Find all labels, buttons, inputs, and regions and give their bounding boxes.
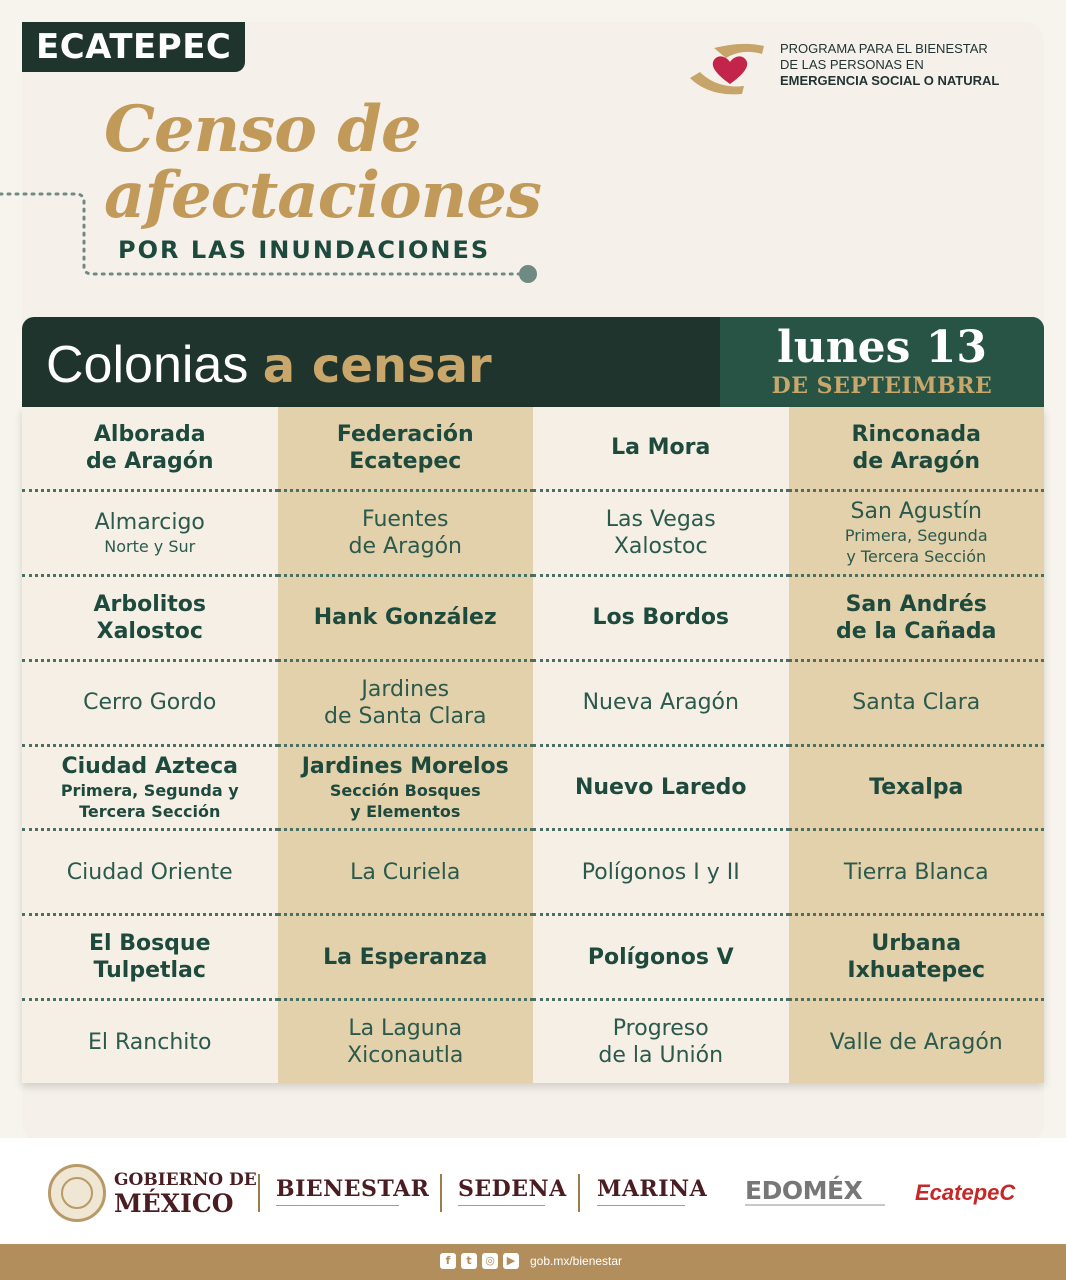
colonia-name: Santa Clara [852,690,981,716]
colonia-cell [22,998,278,1083]
colonia-subtitle: Primera, Segunda y Tercera Sección [60,780,239,821]
colonia-name: San Agustín [850,499,982,525]
colonia-name: Los Bordos [592,605,730,631]
colonia-cell [533,407,789,489]
date-box [720,317,1044,407]
table-title-plain: Colonias [46,336,249,394]
colonia-name: Hank González [313,605,497,631]
agency-name-bienestar: BIENESTAR [276,1176,430,1202]
colonia-cell [789,998,1045,1083]
colonia-name: La Mora [611,435,711,461]
colonia-cell [278,998,534,1083]
colonia-cell [789,489,1045,574]
colonia-name: Ciudad Azteca [61,753,238,779]
website-link[interactable]: gob.mx/bienestar [530,1254,623,1268]
colonia-cell [278,744,534,829]
colonia-name: Polígonos I y II [581,859,740,885]
colonia-name: Nueva Aragón [582,690,739,716]
colonia-cell [533,659,789,744]
instagram-icon[interactable]: ◎ [482,1253,498,1269]
table-title-accent: a censar [262,338,492,394]
colonia-cell [278,407,534,489]
colonia-name: El Ranchito [88,1029,212,1055]
facebook-icon[interactable]: f [440,1253,456,1269]
national-seal-icon [48,1164,106,1222]
program-line-1: PROGRAMA PARA EL BIENESTAR [780,41,988,56]
colonia-name: Tierra Blanca [843,859,989,885]
agency-name-marina: MARINA [597,1176,708,1202]
colonia-cell [533,574,789,659]
colonia-name: Rinconada de Aragón [851,421,981,474]
colonia-cell [789,744,1045,829]
colonia-subtitle: Norte y Sur [104,536,196,556]
gob-line-2: MÉXICO [114,1189,234,1218]
heart-hands-icon [686,38,776,98]
colonia-cell [278,574,534,659]
colonia-subtitle: Sección Bosques y Elementos [329,780,481,821]
footer [0,1138,1066,1244]
grid-column [22,407,278,1083]
sedena-logo [458,1176,567,1209]
program-line-3: EMERGENCIA SOCIAL O NATURAL [780,73,1000,88]
bottom-bar [0,1244,1066,1280]
colonia-name: Cerro Gordo [83,690,217,716]
colonia-name: Valle de Aragón [829,1029,1003,1055]
colonia-name: Polígonos V [587,944,734,970]
colonia-cell [533,998,789,1083]
date-day: lunes 13 [776,322,987,373]
colonia-subtitle: Primera, Segunda y Tercera Sección [844,526,988,567]
colonia-name: Texalpa [869,774,964,800]
colonias-grid [22,407,1044,1083]
table-title [46,335,492,395]
colonia-cell [278,659,534,744]
edomex-logo: EDOMÉX [745,1176,863,1205]
footer-divider [258,1174,260,1212]
colonia-name: Urbana Ixhuatepec [847,931,986,984]
date-month: DE SEPTEIMBRE [771,373,993,399]
footer-divider [440,1174,442,1212]
colonia-name: Ciudad Oriente [66,859,233,885]
colonia-name: San Andrés de la Cañada [836,591,997,644]
social-icons [440,1253,519,1269]
gob-line-1: GOBIERNO DE [114,1170,257,1190]
colonia-cell [22,913,278,998]
ecatepec-logo: EcatepeC [915,1180,1016,1205]
colonia-name: La Esperanza [323,944,488,970]
colonia-cell [533,489,789,574]
colonia-cell [22,744,278,829]
colonia-name: Almarcigo [94,509,205,535]
colonia-name: El Bosque Tulpetlac [88,931,211,984]
colonia-cell [533,828,789,913]
colonia-cell [22,574,278,659]
table-header [22,317,1044,407]
footer-divider [578,1174,580,1212]
grid-column [278,407,534,1083]
twitter-icon[interactable]: t [461,1253,477,1269]
colonia-cell [533,913,789,998]
agency-name-sedena: SEDENA [458,1176,567,1202]
program-line-2: DE LAS PERSONAS EN [780,57,924,72]
title-line-1: Censo de [104,92,421,167]
gobierno-mexico-logo [114,1170,257,1218]
colonia-name: Fuentes de Aragón [348,506,462,559]
colonia-name: Nuevo Laredo [574,774,747,800]
colonia-name: Jardines de Santa Clara [324,676,487,729]
colonia-cell [789,407,1045,489]
colonia-cell [278,913,534,998]
edomex-tagline-rule [745,1204,885,1208]
grid-column [533,407,789,1083]
colonia-cell [789,574,1045,659]
colonia-name: La Curiela [350,859,461,885]
colonia-name: Las Vegas Xalostoc [605,506,716,559]
colonia-name: Alborada de Aragón [85,421,214,474]
colonia-name: La Laguna Xiconautla [347,1016,464,1069]
colonia-cell [789,659,1045,744]
colonia-cell [22,489,278,574]
grid-column [789,407,1045,1083]
colonia-cell [22,659,278,744]
colonia-cell [22,828,278,913]
subtitle: POR LAS INUNDACIONES [118,236,491,264]
municipality-tag: ECATEPEC [22,22,245,72]
marina-logo [597,1176,707,1209]
bienestar-logo [276,1176,429,1209]
colonia-name: Progreso de la Unión [598,1016,724,1069]
colonia-cell [789,828,1045,913]
title-line-2: afectaciones [104,158,541,233]
colonia-cell [533,744,789,829]
program-logo [686,38,1036,98]
colonia-cell [278,828,534,913]
colonia-name: Federación Ecatepec [336,421,474,474]
colonia-cell [278,489,534,574]
colonia-cell [22,407,278,489]
colonia-cell [789,913,1045,998]
colonia-name: Arbolitos Xalostoc [93,591,207,644]
colonia-name: Jardines Morelos [301,753,509,779]
youtube-icon[interactable]: ▶ [503,1253,519,1269]
